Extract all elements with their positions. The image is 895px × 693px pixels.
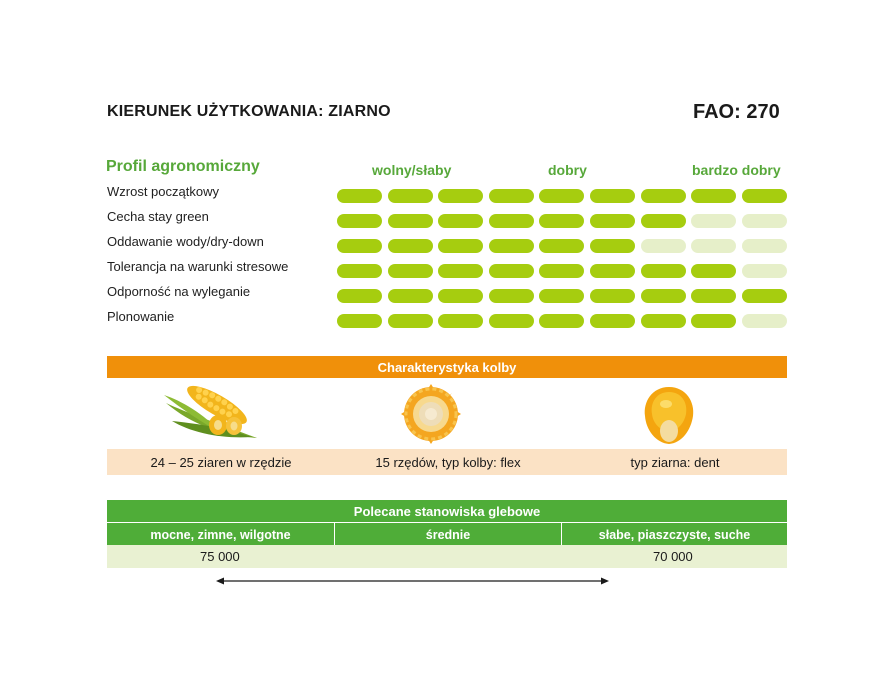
soil-section-header: Polecane stanowiska glebowe xyxy=(107,500,787,522)
soil-column-medium: średnie xyxy=(425,528,471,542)
rating-pill-filled xyxy=(641,314,686,328)
plant-density-row xyxy=(107,545,787,568)
rating-row-label: Cecha stay green xyxy=(107,209,209,224)
rating-pill-filled xyxy=(388,289,433,303)
rating-pill-empty xyxy=(742,314,787,328)
rating-pill-filled xyxy=(539,289,584,303)
rating-pill-empty xyxy=(742,239,787,253)
rating-pill-empty xyxy=(641,239,686,253)
rating-pill-filled xyxy=(489,314,534,328)
rating-row-label: Oddawanie wody/dry-down xyxy=(107,234,264,249)
rating-pill-filled xyxy=(641,264,686,278)
rating-pill-filled xyxy=(489,289,534,303)
rating-pill-filled xyxy=(539,314,584,328)
rating-pill-filled xyxy=(388,264,433,278)
rating-pill-empty xyxy=(742,264,787,278)
rating-pill-filled xyxy=(438,189,483,203)
rating-row-label: Plonowanie xyxy=(107,309,175,324)
scale-label-low: wolny/słaby xyxy=(372,162,452,178)
cob-cross-section-image xyxy=(400,383,462,445)
rating-pill-filled xyxy=(438,239,483,253)
rating-pill-empty xyxy=(691,214,736,228)
rating-pill-filled xyxy=(742,189,787,203)
rating-pill-filled xyxy=(438,289,483,303)
rating-pill-filled xyxy=(590,189,635,203)
scale-label-mid: dobry xyxy=(548,162,587,178)
double-arrow-icon xyxy=(215,574,610,588)
rating-pill-filled xyxy=(489,239,534,253)
soil-column-heavy: mocne, zimne, wilgotne xyxy=(150,528,291,542)
rating-pill-filled xyxy=(539,239,584,253)
density-high-text: 75 000 xyxy=(200,549,240,564)
rating-pill-filled xyxy=(590,214,635,228)
rating-pill-filled xyxy=(337,314,382,328)
rating-pill-filled xyxy=(489,214,534,228)
rating-pill-filled xyxy=(438,314,483,328)
rating-pill-filled xyxy=(388,214,433,228)
rating-pill-filled xyxy=(337,214,382,228)
rating-pill-filled xyxy=(388,314,433,328)
rating-pill-filled xyxy=(539,264,584,278)
rating-pill-filled xyxy=(337,189,382,203)
rating-pill-filled xyxy=(438,264,483,278)
rating-pill-filled xyxy=(438,214,483,228)
kernel-type-text: typ ziarna: dent xyxy=(630,455,720,470)
profile-title: Profil agronomiczny xyxy=(106,158,260,175)
rating-pill-filled xyxy=(641,189,686,203)
rating-pill-filled xyxy=(337,264,382,278)
rating-row-label: Odporność na wyleganie xyxy=(107,284,251,299)
rows-cob-type-text: 15 rzędów, typ kolby: flex xyxy=(375,455,521,470)
rating-pill-filled xyxy=(691,264,736,278)
rating-pill-empty xyxy=(742,214,787,228)
cob-section-header: Charakterystyka kolby xyxy=(107,356,787,378)
rating-pill-filled xyxy=(742,289,787,303)
soil-column-light: słabe, piaszczyste, suche xyxy=(598,528,751,542)
rating-pill-filled xyxy=(489,264,534,278)
cob-facts-row xyxy=(107,449,787,475)
rating-pill-filled xyxy=(590,264,635,278)
rating-pill-filled xyxy=(388,189,433,203)
rating-pill-filled xyxy=(641,289,686,303)
rating-row-label: Wzrost początkowy xyxy=(107,184,219,199)
rating-pill-filled xyxy=(337,239,382,253)
rating-row-label: Tolerancja na warunki stresowe xyxy=(107,259,289,274)
rating-pill-filled xyxy=(691,314,736,328)
rating-pill-filled xyxy=(388,239,433,253)
rating-pill-empty xyxy=(691,239,736,253)
fao-value: FAO: 270 xyxy=(693,101,780,123)
rating-pill-filled xyxy=(691,289,736,303)
kernels-per-row-text: 24 – 25 ziaren w rzędzie xyxy=(150,455,292,470)
rating-pill-filled xyxy=(691,189,736,203)
rating-pill-filled xyxy=(337,289,382,303)
corn-cob-image xyxy=(162,383,260,441)
rating-pill-filled xyxy=(539,189,584,203)
scale-label-high: bardzo dobry xyxy=(692,162,781,178)
rating-pill-filled xyxy=(590,239,635,253)
rating-pill-filled xyxy=(590,289,635,303)
rating-pill-filled xyxy=(590,314,635,328)
density-low-text: 70 000 xyxy=(653,549,693,564)
rating-pill-filled xyxy=(641,214,686,228)
rating-pill-filled xyxy=(489,189,534,203)
soil-columns-header xyxy=(107,523,787,545)
rating-pill-filled xyxy=(539,214,584,228)
usage-direction-title: KIERUNEK UŻYTKOWANIA: ZIARNO xyxy=(107,103,391,120)
kernel-image xyxy=(640,384,698,446)
